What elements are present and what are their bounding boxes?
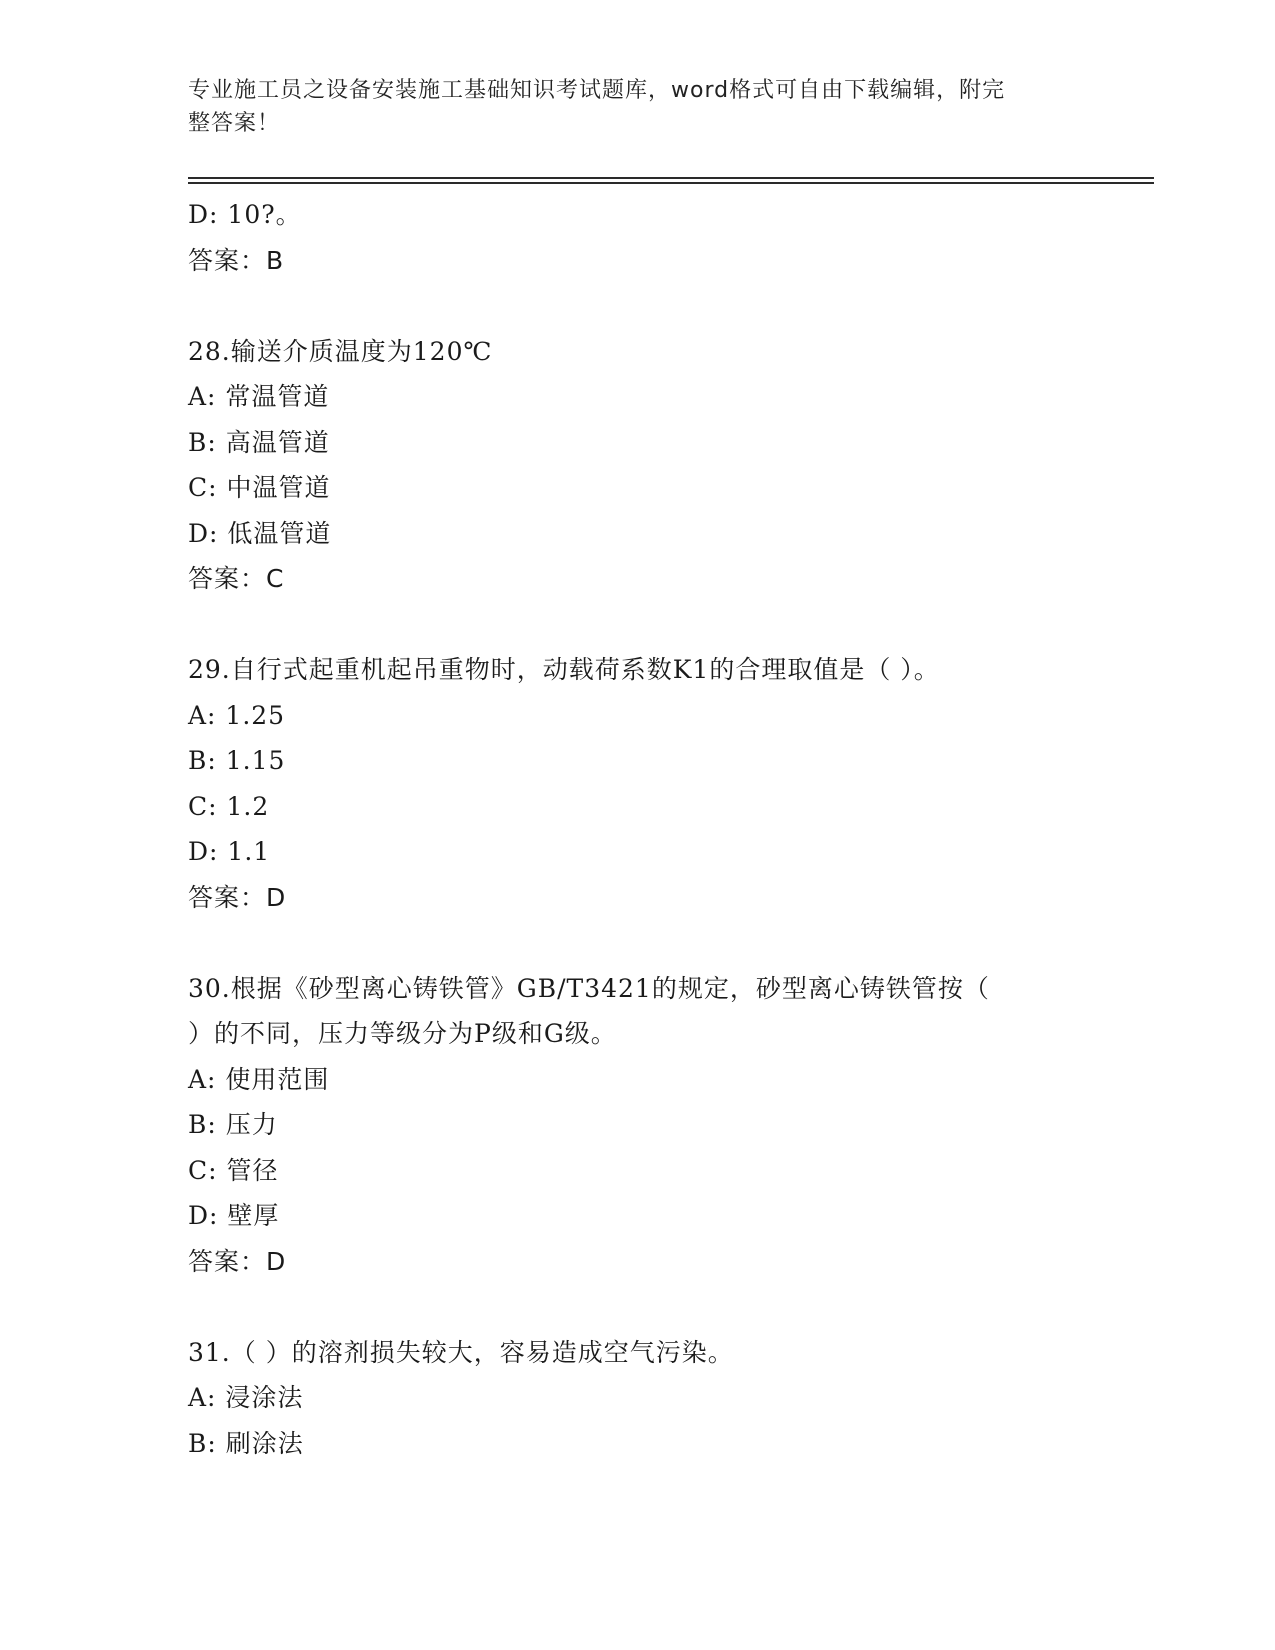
option-d: D: 10?。 — [188, 200, 302, 229]
option-a: A: 1.25 — [188, 700, 286, 730]
option-a: A: 常温管道 — [188, 382, 330, 411]
question-30 — [188, 966, 1154, 1285]
document-header — [188, 74, 1088, 140]
question-title: 31.（ ）的溶剂损失较大，容易造成空气污染。 — [188, 1337, 734, 1367]
option-c: C: 管径 — [188, 1155, 279, 1185]
answer-label: 答案：C — [188, 564, 285, 593]
question-29 — [188, 647, 1154, 920]
question-title: 28.输送介质温度为120℃ — [188, 336, 493, 366]
option-b: B: 刷涂法 — [188, 1428, 304, 1458]
option-c: C: 中温管道 — [188, 473, 331, 502]
question-title: 29.自行式起重机起吊重物时，动载荷系数K1的合理取值是（ ）。 — [188, 655, 940, 684]
option-b: B: 1.15 — [188, 746, 286, 775]
option-b: B: 压力 — [188, 1110, 278, 1139]
option-b: B: 高温管道 — [188, 427, 330, 457]
answer-label: 答案：D — [188, 1246, 287, 1276]
question-title-continued: ）的不同，压力等级分为P级和G级。 — [188, 1019, 617, 1048]
header-rule-bottom — [188, 182, 1154, 184]
answer-label: 答案：B — [188, 245, 285, 275]
question-28 — [188, 329, 1154, 602]
option-a: A: 使用范围 — [188, 1064, 330, 1094]
header-line-1: 专业施工员之设备安装施工基础知识考试题库，word格式可自由下载编辑，附完 — [188, 78, 1006, 103]
option-d: D: 1.1 — [188, 837, 271, 866]
question-title: 30.根据《砂型离心铸铁管》GB/T3421的规定，砂型离心铸铁管按（ — [188, 973, 990, 1003]
header-line-2: 整答案！ — [188, 111, 281, 136]
option-d: D: 壁厚 — [188, 1201, 280, 1230]
option-a: A: 浸涂法 — [188, 1383, 304, 1412]
question-31 — [188, 1330, 1154, 1467]
option-c: C: 1.2 — [188, 791, 270, 821]
answer-label: 答案：D — [188, 882, 287, 912]
option-d: D: 低温管道 — [188, 518, 332, 548]
document-body — [188, 192, 1154, 1466]
header-rule-top — [188, 177, 1154, 179]
